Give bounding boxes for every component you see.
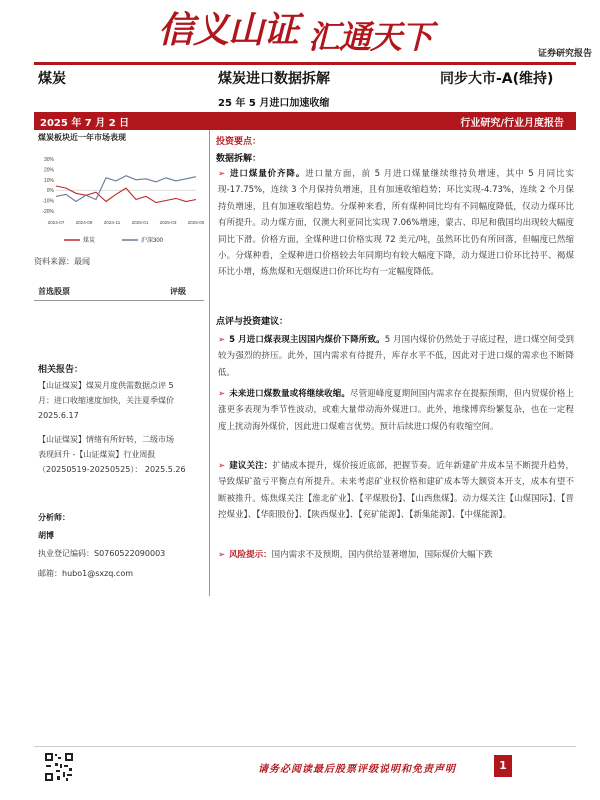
rating: 同步大市-A(维持): [440, 71, 554, 87]
bullet-arrow-icon: ➢: [218, 550, 226, 560]
related-report-1[interactable]: [38, 378, 204, 423]
disclaimer-text: 请务必阅读最后股票评级说明和免责声明: [258, 764, 456, 775]
paragraph-cause: [218, 332, 574, 381]
report-subtitle: 25 年 5 月进口加速收缩: [218, 98, 330, 109]
legend-label: 煤炭: [83, 238, 96, 244]
paragraph-body: 国内需求不及预期，国内供给显著增加，国际煤价大幅下跌: [271, 550, 493, 560]
bullet-arrow-icon: ➢: [218, 461, 226, 471]
brand-right-text: 汇通天下: [308, 18, 433, 56]
page-number: 1: [494, 755, 512, 777]
paragraph-risk: [218, 547, 574, 563]
related-report-2[interactable]: [38, 432, 204, 477]
paragraph-lead: 未来进口煤数量或将继续收缩。: [229, 389, 350, 399]
industry-name: 煤炭: [38, 71, 66, 87]
x-tick-label: 2025-01: [131, 220, 149, 225]
brand-left-text: 信义山证: [158, 9, 299, 51]
related-report-2-date: （20250519-20250525）： 2025.5.26: [38, 465, 186, 474]
market-chart: [34, 146, 204, 252]
header-divider: [34, 62, 576, 65]
brand-logo: [158, 2, 433, 56]
bullet-arrow-icon: ➢: [218, 169, 226, 179]
stock-col-label: 首选股票: [38, 287, 70, 296]
y-tick-label: 30%: [43, 157, 54, 164]
report-type: 行业研究/行业月度报告: [460, 118, 564, 129]
related-report-1-line: 月：进口收缩速度加快，关注夏季煤价: [38, 396, 174, 405]
bullet-arrow-icon: ➢: [218, 389, 226, 399]
stock-table-header: [34, 284, 204, 301]
report-category: 证券研究报告: [537, 49, 592, 59]
rating-col-label: 评级: [170, 287, 186, 296]
paragraph-lead: 风险提示：: [229, 550, 272, 560]
x-tick-label: 2025-05: [187, 220, 204, 225]
info-band: [34, 112, 576, 130]
report-date: 2025 年 7 月 2 日: [40, 118, 130, 129]
chart-title: 煤炭板块近一年市场表现: [38, 133, 126, 142]
paragraph-import-volume-price: [218, 166, 574, 281]
x-tick-label: 2025-03: [159, 220, 177, 225]
qr-code-icon: [44, 752, 74, 782]
market-chart-svg: [34, 146, 204, 252]
footer-divider: [34, 746, 576, 747]
related-report-1-line: 【山证煤炭】煤炭月度供需数据点评 5: [38, 381, 174, 390]
series-line-1: [56, 186, 196, 203]
bullet-arrow-icon: ➢: [218, 335, 226, 345]
legend-label: 沪深300: [141, 238, 164, 244]
y-tick-label: -10%: [42, 198, 54, 205]
related-report-2-line: 表现回升 -【山证煤炭】行业周报: [38, 450, 156, 459]
paragraph-outlook: [218, 386, 574, 435]
analyst-label: 分析师：: [38, 513, 70, 522]
chart-source: 资料来源：最闻: [34, 257, 90, 266]
section-data-breakdown: 数据拆解：: [216, 154, 262, 164]
y-tick-label: 0%: [46, 188, 54, 195]
y-tick-label: 10%: [43, 177, 54, 184]
paragraph-lead: 进口煤量价齐降。: [229, 169, 306, 179]
paragraph-body: 尽管迎峰度夏期间国内需求存在提振预期，但内贸煤价格上涨更多表现为季节性波动，或难大量带动海外煤进口。此外，地缘博弈纷繁复杂，也在一定程度上扰动海外煤价，因此进口煤难言优势。预计后续进口煤仍有收缩空间。: [218, 389, 574, 432]
paragraph-recommendation: [218, 458, 574, 524]
paragraph-body: 扩储成本提升，煤价接近底部，把握节奏。近年新建矿井成本呈不断提升趋势，导致煤矿盈亏平衡点有所提升。未来考虑矿业权价格和建矿成本等大额资本开支，成本有望不断被推升。炼焦煤关注【淮北矿业】、【平煤股份】、【山西焦煤】。动力煤关注【山煤国际】、【晋控煤业】、【华阳股份】、【陕西煤业】、【兖矿能源】、【新集能源】、【中煤能源】。: [218, 461, 574, 521]
related-report-1-date: 2025.6.17: [38, 411, 79, 420]
related-report-2-line: 【山证煤炭】情绪有所好转，二级市场: [38, 435, 174, 444]
paragraph-body: 进口量方面，前 5 月进口煤量继续维持负增速，其中 5 月同比实现-17.75%，连续 3 个月保持负增速，且有加速收缩趋势；环比实现-4.73%，连续 2 个月保持负增速，且有加速收缩趋势。分煤种来看，所有煤种同比均有不同幅度降低，仅动力煤环比有所提升。动力煤方面，仅澳大利亚同比实现 7.06%增速，蒙古、印尼和俄国均出现较大幅度同比下滑。价格方面，全煤种进口价格实现 72 美元/吨，虽然环比仍有所回落，但幅度已然缩小。分煤种看，全煤种进口价格较去年同期均有较大幅度下降，动力煤进口价环比持平、褐煤环比小增，炼焦煤和无烟煤进口价环比均有一定幅度降低。: [218, 169, 574, 278]
paragraph-body: 5 月国内煤价仍然处于寻底过程，进口煤空间受到较为强烈的挤压。此外，国内需求有待提升，库存水平不低，因此对于进口煤的需求也不断降低。: [218, 335, 574, 378]
column-divider: [209, 130, 210, 596]
x-tick-label: 2024-09: [75, 220, 93, 225]
related-reports-title: 相关报告：: [38, 365, 84, 375]
y-tick-label: 20%: [43, 167, 54, 174]
analyst-name: 胡博: [38, 531, 54, 540]
analyst-license: 执业登记编码：S0760522090003: [38, 549, 166, 558]
section-comments: 点评与投资建议：: [216, 317, 289, 327]
x-tick-label: 2024-11: [103, 220, 121, 225]
paragraph-lead: 5 月进口煤表现主因国内煤价下降所致。: [229, 335, 385, 345]
paragraph-lead: 建议关注：: [229, 461, 273, 471]
x-tick-label: 2024-07: [47, 220, 65, 225]
analyst-email[interactable]: 邮箱：hubo1@sxzq.com: [38, 569, 134, 578]
section-investment-points: 投资要点：: [216, 137, 262, 147]
y-tick-label: -20%: [42, 208, 54, 215]
report-title: 煤炭进口数据拆解: [218, 71, 330, 87]
